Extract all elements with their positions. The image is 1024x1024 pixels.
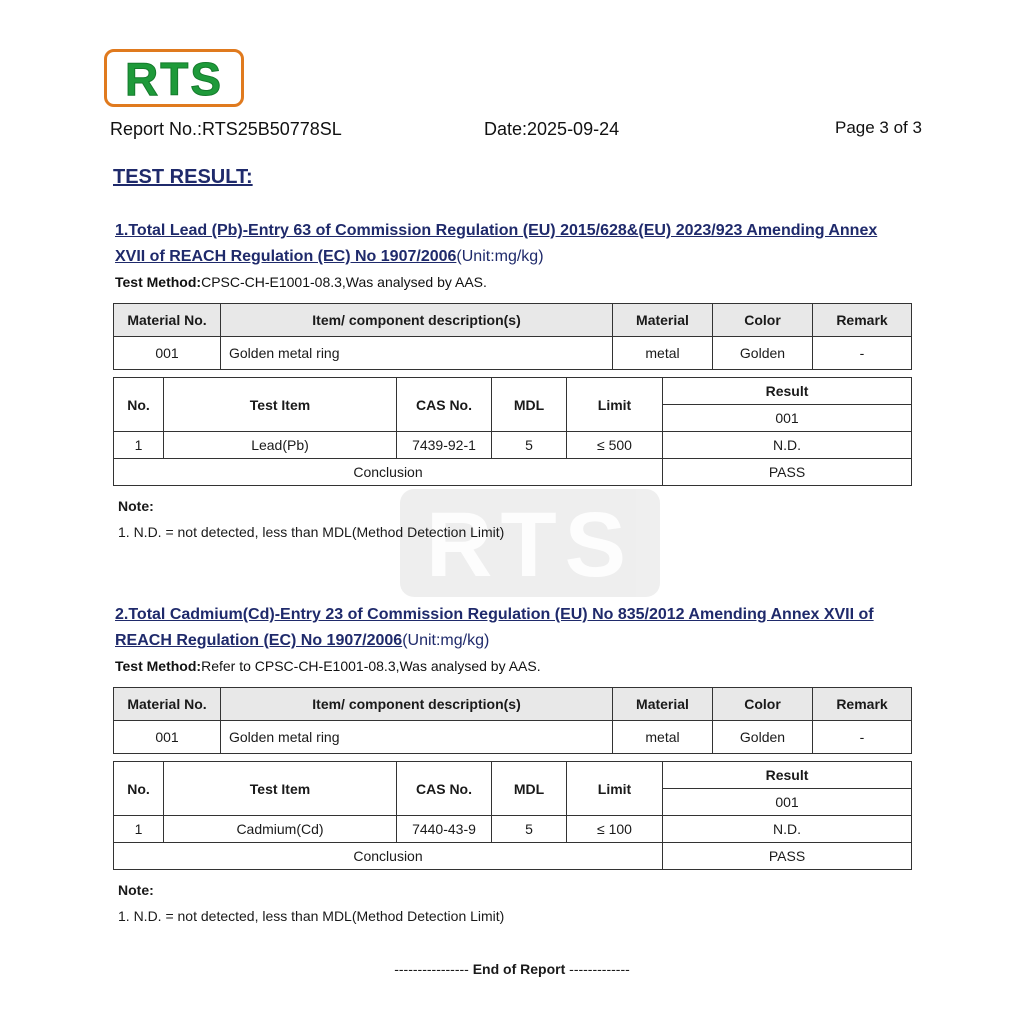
th-description: Item/ component description(s) — [221, 688, 613, 721]
th-no: No. — [114, 762, 164, 816]
cell-result: N.D. — [663, 816, 912, 843]
th-description: Item/ component description(s) — [221, 304, 613, 337]
th-result: Result — [663, 378, 912, 405]
cell-result: N.D. — [663, 432, 912, 459]
test1-method — [115, 274, 487, 290]
th-color: Color — [713, 304, 813, 337]
th-remark: Remark — [813, 304, 912, 337]
cell-material: metal — [613, 721, 713, 754]
th-mdl: MDL — [492, 378, 567, 432]
th-result-sample: 001 — [663, 405, 912, 432]
test2-material-table — [113, 687, 912, 754]
test1-heading-line1: 1.Total Lead (Pb)-Entry 63 of Commission Regulation (EU) 2015/628&(EU) 2023/923 Amending Annex — [115, 222, 878, 239]
cell-remark: - — [813, 721, 912, 754]
conclusion-label: Conclusion — [114, 843, 663, 870]
test1-heading — [115, 218, 915, 270]
cell-test-item: Cadmium(Cd) — [164, 816, 397, 843]
cell-mdl: 5 — [492, 432, 567, 459]
test2-method-text: Refer to CPSC-CH-E1001-08.3,Was analysed by AAS. — [201, 658, 541, 674]
conclusion-value: PASS — [663, 843, 912, 870]
th-cas-no: CAS No. — [397, 762, 492, 816]
test2-heading-line2: REACH Regulation (EC) No 1907/2006 — [115, 632, 403, 649]
cell-cas-no: 7439-92-1 — [397, 432, 492, 459]
cell-material-no: 001 — [114, 721, 221, 754]
th-result: Result — [663, 762, 912, 789]
cell-no: 1 — [114, 816, 164, 843]
test2-note-text: 1. N.D. = not detected, less than MDL(Method Detection Limit) — [118, 908, 505, 924]
cell-remark: - — [813, 337, 912, 370]
logo-text: RTS — [125, 53, 223, 105]
report-date: Date:2025-09-24 — [484, 119, 620, 139]
th-test-item: Test Item — [164, 762, 397, 816]
test1-heading-line2: XVII of REACH Regulation (EC) No 1907/2006 — [115, 248, 457, 265]
cell-limit: ≤ 500 — [567, 432, 663, 459]
test2-method — [115, 658, 541, 674]
th-material-no: Material No. — [114, 688, 221, 721]
test2-heading-line1: 2.Total Cadmium(Cd)-Entry 23 of Commission Regulation (EU) No 835/2012 Amending Annex XVII of — [115, 606, 874, 623]
end-dashes-right: ------------- — [565, 961, 630, 977]
test2-unit: (Unit:mg/kg) — [402, 632, 490, 649]
watermark — [400, 489, 660, 597]
cell-description: Golden metal ring — [221, 337, 613, 370]
conclusion-label: Conclusion — [114, 459, 663, 486]
cell-color: Golden — [713, 721, 813, 754]
test1-note-text: 1. N.D. = not detected, less than MDL(Method Detection Limit) — [118, 524, 505, 540]
cell-cas-no: 7440-43-9 — [397, 816, 492, 843]
th-material: Material — [613, 688, 713, 721]
test1-result-table — [113, 377, 912, 486]
cell-mdl: 5 — [492, 816, 567, 843]
test1-method-text: CPSC-CH-E1001-08.3,Was analysed by AAS. — [201, 274, 487, 290]
th-limit: Limit — [567, 762, 663, 816]
test1-material-table — [113, 303, 912, 370]
test2-method-label: Test Method: — [115, 658, 202, 674]
test1-unit: (Unit:mg/kg) — [456, 248, 544, 265]
end-text: End of Report — [472, 961, 566, 977]
cell-no: 1 — [114, 432, 164, 459]
cell-test-item: Lead(Pb) — [164, 432, 397, 459]
end-of-report — [0, 961, 1024, 977]
th-cas-no: CAS No. — [397, 378, 492, 432]
conclusion-value: PASS — [663, 459, 912, 486]
th-mdl: MDL — [492, 762, 567, 816]
cell-description: Golden metal ring — [221, 721, 613, 754]
th-remark: Remark — [813, 688, 912, 721]
th-test-item: Test Item — [164, 378, 397, 432]
test2-heading — [115, 602, 915, 654]
th-limit: Limit — [567, 378, 663, 432]
report-number: Report No.:RTS25B50778SL — [110, 119, 342, 139]
test2-note-title: Note: — [118, 882, 154, 898]
th-no: No. — [114, 378, 164, 432]
cell-color: Golden — [713, 337, 813, 370]
watermark-text: RTS — [426, 494, 634, 596]
th-result-sample: 001 — [663, 789, 912, 816]
test1-method-label: Test Method: — [115, 274, 202, 290]
end-dashes-left: ---------------- — [394, 961, 473, 977]
page-indicator: Page 3 of 3 — [835, 118, 922, 137]
test2-result-table — [113, 761, 912, 870]
th-color: Color — [713, 688, 813, 721]
th-material-no: Material No. — [114, 304, 221, 337]
test1-note-title: Note: — [118, 498, 154, 514]
th-material: Material — [613, 304, 713, 337]
cell-material: metal — [613, 337, 713, 370]
section-title: TEST RESULT: — [113, 166, 253, 188]
cell-limit: ≤ 100 — [567, 816, 663, 843]
cell-material-no: 001 — [114, 337, 221, 370]
rts-logo — [104, 49, 244, 107]
